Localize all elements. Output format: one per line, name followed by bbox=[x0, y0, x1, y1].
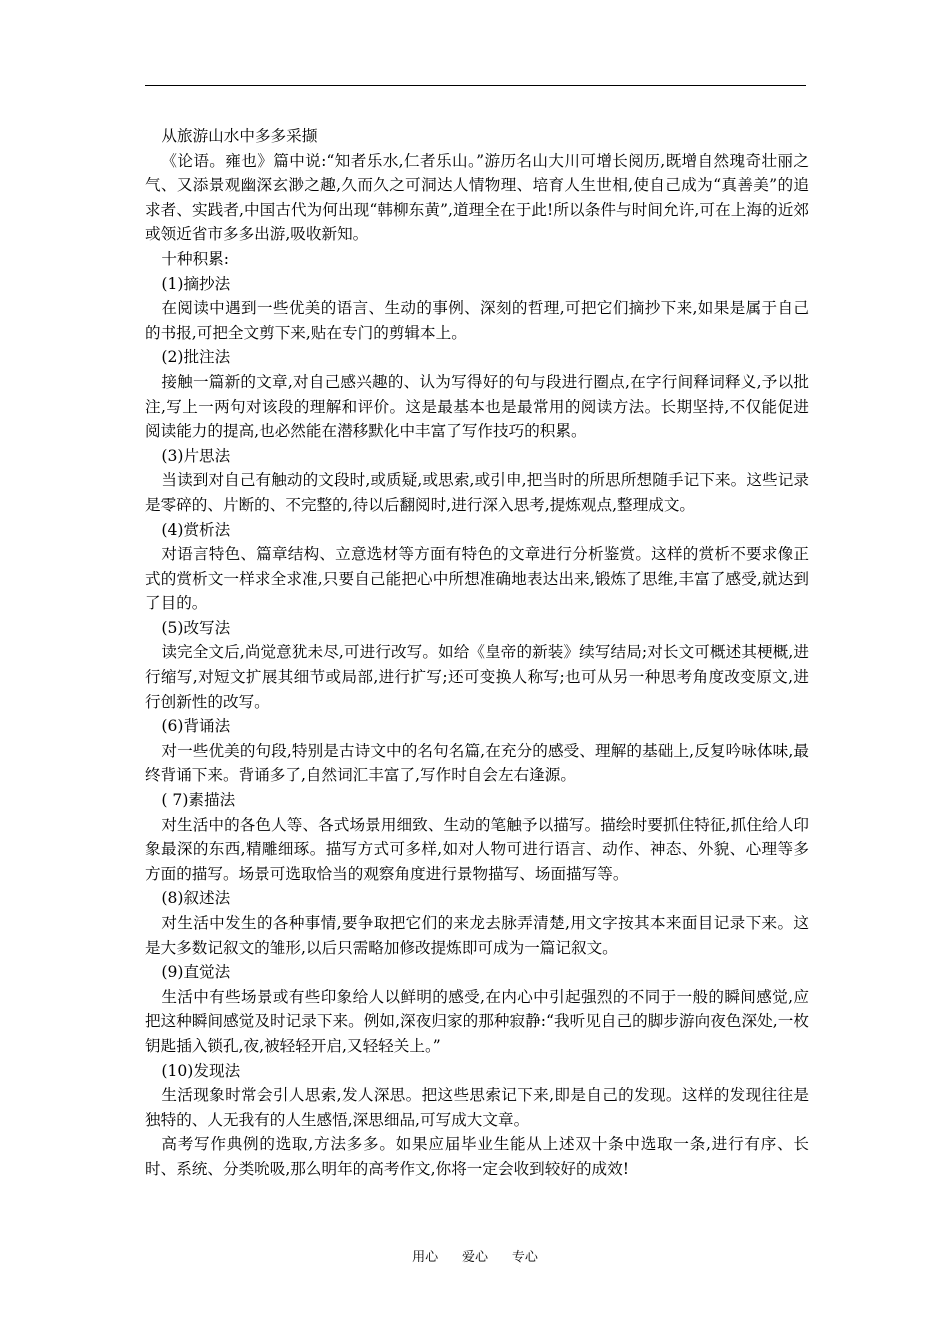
body-paragraph: 接触一篇新的文章,对自己感兴趣的、认为写得好的句与段进行圈点,在字行间释词释义,予以批注,写上一两句对该段的理解和评价。这是最基本也是最常用的阅读方法。长期坚持,不仅能促进阅读能力的提高,也必然能在潜移默化中丰富了写作技巧的积累。 bbox=[145, 372, 809, 441]
body-paragraph: 高考写作典例的选取,方法多多。如果应届毕业生能从上述双十条中选取一条,进行有序、长时、系统、分类吮吸,那么明年的高考作文,你将一定会收到较好的成效! bbox=[145, 1135, 809, 1178]
section-heading: (10)发现法 bbox=[161, 1061, 241, 1080]
section-heading: (6)背诵法 bbox=[161, 717, 231, 736]
body-paragraph: 对生活中发生的各种事情,要争取把它们的来龙去脉弄清楚,用文字按其本来面目记录下来。这是大多数记叙文的雏形,以后只需略加修改提炼即可成为一篇记叙文。 bbox=[145, 914, 809, 957]
section-heading: (9)直觉法 bbox=[161, 963, 231, 982]
page-footer: 用心 爱心 专心 bbox=[412, 1250, 538, 1265]
section-heading: ( 7)素描法 bbox=[161, 791, 236, 810]
body-paragraph: 读完全文后,尚觉意犹未尽,可进行改写。如给《皇帝的新装》续写结局;对长文可概述其梗概,进行缩写,对短文扩展其细节或局部,进行扩写;还可变换人称写;也可从另一种思考角度改变原文,进行创新性的改写。 bbox=[145, 643, 809, 711]
body-paragraph: 《论语。雍也》篇中说:“知者乐水,仁者乐山。”游历名山大川可增长阅历,既增自然瑰奇壮丽之气、又添景观幽深玄渺之趣,久而久之可洞达人情物理、培育人生世相,使自己成为“真善美”的追求者、实践者,中国古代为何出现“韩柳东黄”,道理全在于此!所以条件与时间允许,可在上海的近郊或领近省市多多出游,吸收新知。 bbox=[145, 151, 809, 244]
section-heading: (1)摘抄法 bbox=[161, 274, 231, 293]
body-paragraph: 生活中有些场景或有些印象给人以鲜明的感受,在内心中引起强烈的不同于一般的瞬间感觉,应把这种瞬间感觉及时记录下来。例如,深夜归家的那种寂静:“我听见自己的脚步游向夜色深处,一枚钥匙插入锁孔,夜,被轻轻开启,又轻轻关上。” bbox=[145, 987, 809, 1055]
body-paragraph: 对一些优美的句段,特别是古诗文中的名句名篇,在充分的感受、理解的基础上,反复吟咏体味,最终背诵下来。背诵多了,自然词汇丰富了,写作时自会左右逢源。 bbox=[145, 741, 809, 785]
document-body bbox=[145, 124, 809, 1182]
body-paragraph: 生活现象时常会引人思索,发人深思。把这些思索记下来,即是自己的发现。这样的发现往往是独特的、人无我有的人生感悟,深思细品,可写成大文章。 bbox=[145, 1086, 809, 1129]
body-paragraph: 对语言特色、篇章结构、立意选材等方面有特色的文章进行分析鉴赏。这样的赏析不要求像正式的赏析文一样求全求准,只要自己能把心中所想准确地表达出来,锻炼了思维,丰富了感受,就达到了目的。 bbox=[145, 545, 809, 613]
section-heading: 从旅游山水中多多采撷 bbox=[161, 127, 318, 145]
body-paragraph: 在阅读中遇到一些优美的语言、生动的事例、深刻的哲理,可把它们摘抄下来,如果是属于自己的书报,可把全文剪下来,贴在专门的剪辑本上。 bbox=[145, 299, 809, 342]
section-heading: (4)赏析法 bbox=[161, 520, 231, 539]
section-heading: 十种积累: bbox=[161, 249, 230, 268]
section-heading: (3)片思法 bbox=[161, 446, 231, 465]
header-rule bbox=[145, 85, 806, 86]
section-heading: (5)改写法 bbox=[161, 618, 231, 637]
section-heading: (2)批注法 bbox=[161, 348, 231, 367]
body-paragraph: 当读到对自己有触动的文段时,或质疑,或思索,或引申,把当时的所思所想随手记下来。这些记录是零碎的、片断的、不完整的,待以后翻阅时,进行深入思考,提炼观点,整理成文。 bbox=[145, 471, 809, 514]
section-heading: (8)叙述法 bbox=[161, 889, 231, 908]
body-paragraph: 对生活中的各色人等、各式场景用细致、生动的笔触予以描写。描绘时要抓住特征,抓住给人印象最深的东西,精雕细琢。描写方式可多样,如对人物可进行语言、动作、神态、外貌、心理等多方面的描写。场景可选取恰当的观察角度进行景物描写、场面描写等。 bbox=[145, 815, 809, 883]
